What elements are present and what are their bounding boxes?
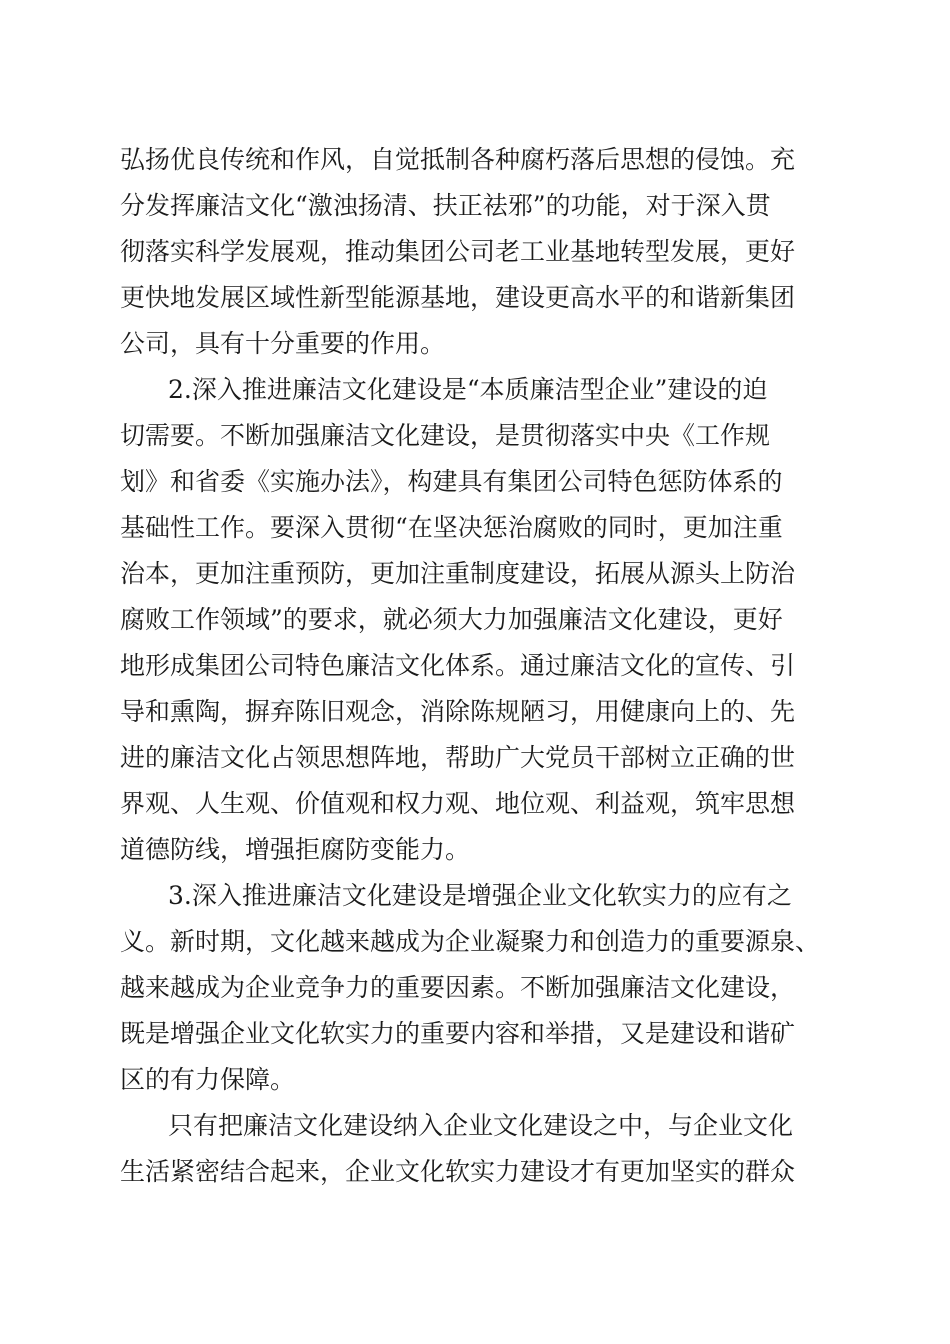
text-line: 生活紧密结合起来，企业文化软实力建设才有更加坚实的群众 <box>120 1157 796 1186</box>
text-line: 公司，具有十分重要的作用。 <box>120 329 446 358</box>
text-line: 基础性工作。要深入贯彻“在坚决惩治腐败的同时，更加注重 <box>120 513 783 542</box>
text-line: 弘扬优良传统和作风，自觉抵制各种腐朽落后思想的侵蚀。充 <box>120 145 796 174</box>
text-line: 道德防线，增强拒腐防变能力。 <box>120 835 471 864</box>
paragraph-3-first-line: 3.深入推进廉洁文化建设是增强企业文化软实力的应有之 <box>168 881 792 910</box>
text-line: 界观、人生观、价值观和权力观、地位观、利益观，筑牢思想 <box>120 789 796 818</box>
paragraph-4-first-line: 只有把廉洁文化建设纳入企业文化建设之中，与企业文化 <box>168 1111 794 1140</box>
text-line: 地形成集团公司特色廉洁文化体系。通过廉洁文化的宣传、引 <box>120 651 796 680</box>
text-line: 区的有力保障。 <box>120 1065 296 1094</box>
text-line: 义。新时期，文化越来越成为企业凝聚力和创造力的重要源泉、 <box>120 927 821 956</box>
text-line: 切需要。不断加强廉洁文化建设，是贯彻落实中央《工作规 <box>120 421 771 450</box>
text-line: 腐败工作领域”的要求，就必须大力加强廉洁文化建设，更好 <box>120 605 783 634</box>
text-line: 彻落实科学发展观，推动集团公司老工业基地转型发展，更好 <box>120 237 796 266</box>
text-line: 导和熏陶，摒弃陈旧观念，消除陈规陋习，用健康向上的、先 <box>120 697 796 726</box>
text-line: 更快地发展区域性新型能源基地，建设更高水平的和谐新集团 <box>120 283 796 312</box>
text-line: 分发挥廉洁文化“激浊扬清、扶正祛邪”的功能，对于深入贯 <box>120 191 771 220</box>
paragraph-2-first-line: 2.深入推进廉洁文化建设是“本质廉洁型企业”建设的迫 <box>168 375 768 404</box>
text-line: 划》和省委《实施办法》，构建具有集团公司特色惩防体系的 <box>120 467 783 496</box>
text-line: 治本，更加注重预防，更加注重制度建设，拓展从源头上防治 <box>120 559 796 588</box>
text-line: 既是增强企业文化软实力的重要内容和举措，又是建设和谐矿 <box>120 1019 796 1048</box>
text-line: 进的廉洁文化占领思想阵地，帮助广大党员干部树立正确的世 <box>120 743 796 772</box>
text-line: 越来越成为企业竞争力的重要因素。不断加强廉洁文化建设， <box>120 973 796 1002</box>
